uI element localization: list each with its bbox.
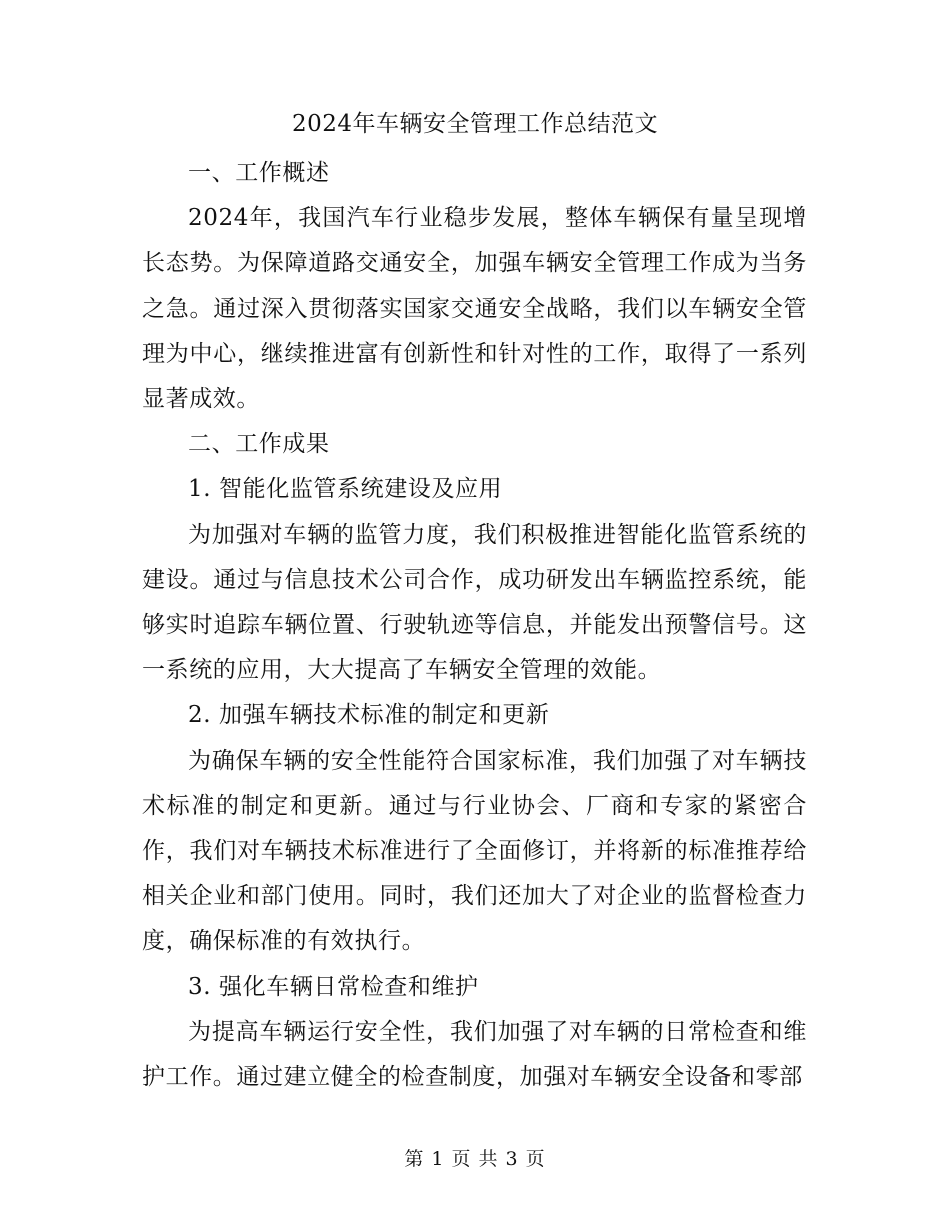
section-heading-overview: 一、工作概述 [188,160,330,186]
paragraph-overview: 2024年，我国汽车行业稳步发展，整体车辆保有量呈现增长态势。为保障道路交通安全，加强车辆安全管理工作成为当务之急。通过深入贯彻落实国家交通安全战略，我们以车辆安全管理为中心，继续推进富有创新性和针对性的工作，取得了一系列显著成效。 [142,205,807,413]
subheading-intelligent-supervision: 1. 智能化监管系统建设及应用 [188,476,503,503]
document-title: 2024年车辆安全管理工作总结范文 [291,111,659,137]
paragraph-intelligent-supervision: 为加强对车辆的监管力度，我们积极推进智能化监管系统的建设。通过与信息技术公司合作，成功研发出车辆监控系统，能够实时追踪车辆位置、行驶轨迹等信息，并能发出预警信号。这一系统的应用，大大提高了车辆安全管理的效能。 [142,521,807,684]
subheading-daily-inspection: 3. 强化车辆日常检查和维护 [188,973,479,1000]
paragraph-daily-inspection: 为提高车辆运行安全性，我们加强了对车辆的日常检查和维护工作。通过建立健全的检查制度，加强对车辆安全设备和零部 [142,1018,807,1091]
subheading-technical-standards: 2. 加强车辆技术标准的制定和更新 [188,702,550,729]
document-body [142,151,807,1100]
section-heading-results: 二、工作成果 [188,431,330,458]
page-footer: 第 1 页 共 3 页 [404,1148,546,1170]
paragraph-technical-standards: 为确保车辆的安全性能符合国家标准，我们加强了对车辆技术标准的制定和更新。通过与行业协会、厂商和专家的紧密合作，我们对车辆技术标准进行了全面修订，并将新的标准推荐给相关企业和部门使用。同时，我们还加大了对企业的监督检查力度，确保标准的有效执行。 [142,747,807,955]
